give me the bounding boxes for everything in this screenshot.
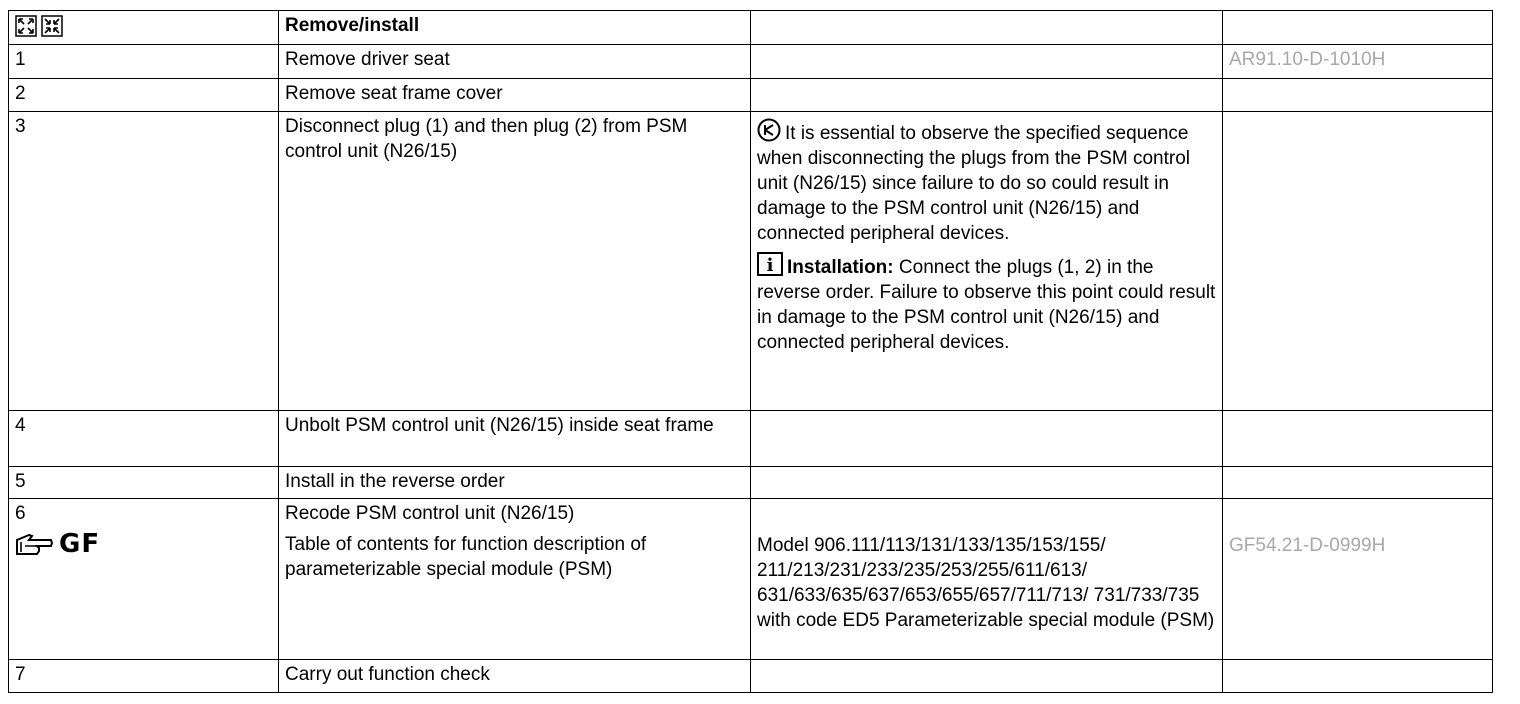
model-note: Model 906.111/113/131/133/135/153/155/ 211/213/231/233/235/253/255/611/613/ 631/633/635/637/653/655/657/711/713/ 731/733/735 with code ED5 Parameterizable special module (PSM) [757,535,1215,631]
gf-label: GF [59,529,101,559]
table-row [9,79,1493,112]
step-action: Carry out function check [279,660,751,693]
step-action-cell [279,499,751,660]
table-row [9,45,1493,79]
step-number-cell [9,499,279,660]
pointing-hand-icon [15,534,53,556]
reference-link-text[interactable]: GF54.21-D-0999H [1229,535,1386,556]
reference-link[interactable] [1223,499,1493,660]
step-number: 4 [9,411,279,467]
reference-link[interactable]: AR91.10-D-1010H [1223,45,1493,79]
installation-label: Installation: [787,257,894,278]
table-row [9,411,1493,467]
table-row [9,112,1493,411]
step-number: 5 [9,467,279,499]
step-note [751,112,1223,411]
step-note [751,79,1223,112]
warning-icon [757,118,781,142]
step-action: Remove seat frame cover [279,79,751,112]
reference-link[interactable] [1223,112,1493,411]
step-number: 7 [9,660,279,693]
reference-link[interactable] [1223,79,1493,112]
step-note [751,411,1223,467]
table-header-row [9,11,1493,45]
step-note [751,499,1223,660]
step-number: 2 [9,79,279,112]
header-title: Remove/install [279,11,751,45]
info-icon [757,252,783,276]
step-note [751,45,1223,79]
gf-reference[interactable] [15,529,272,559]
step-action: Install in the reverse order [279,467,751,499]
warning-text: It is essential to observe the specified sequence when disconnecting the plugs from the PSM control unit (N26/15) since failure to do so could result in damage to the PSM control unit (N26/15) and connected peripheral devices. [757,123,1191,244]
table-row [9,499,1493,660]
table-row [9,467,1493,499]
step-number: 3 [9,112,279,411]
step-note [751,660,1223,693]
step-action: Recode PSM control unit (N26/15) [285,503,575,524]
header-empty-cell [751,11,1223,45]
step-number: 6 [15,503,26,524]
step-note [751,467,1223,499]
step-action-secondary: Table of contents for function description of parameterizable special module (PSM) [285,534,647,580]
step-action: Remove driver seat [279,45,751,79]
header-icons-cell [9,11,279,45]
step-action: Disconnect plug (1) and then plug (2) from PSM control unit (N26/15) [279,112,751,411]
table-row [9,660,1493,693]
step-action: Unbolt PSM control unit (N26/15) inside seat frame [279,411,751,467]
installation-text: Connect the plugs (1, 2) in the reverse order. Failure to observe this point could result in damage to the PSM control unit (N26/15) and connected peripheral devices. [757,257,1216,353]
procedure-table [8,10,1493,693]
svg-text:i: i [766,255,774,276]
expand-icon[interactable] [15,15,37,37]
reference-link[interactable] [1223,411,1493,467]
step-number: 1 [9,45,279,79]
reference-link[interactable] [1223,467,1493,499]
reference-link[interactable] [1223,660,1493,693]
collapse-icon[interactable] [41,15,63,37]
header-empty-cell [1223,11,1493,45]
